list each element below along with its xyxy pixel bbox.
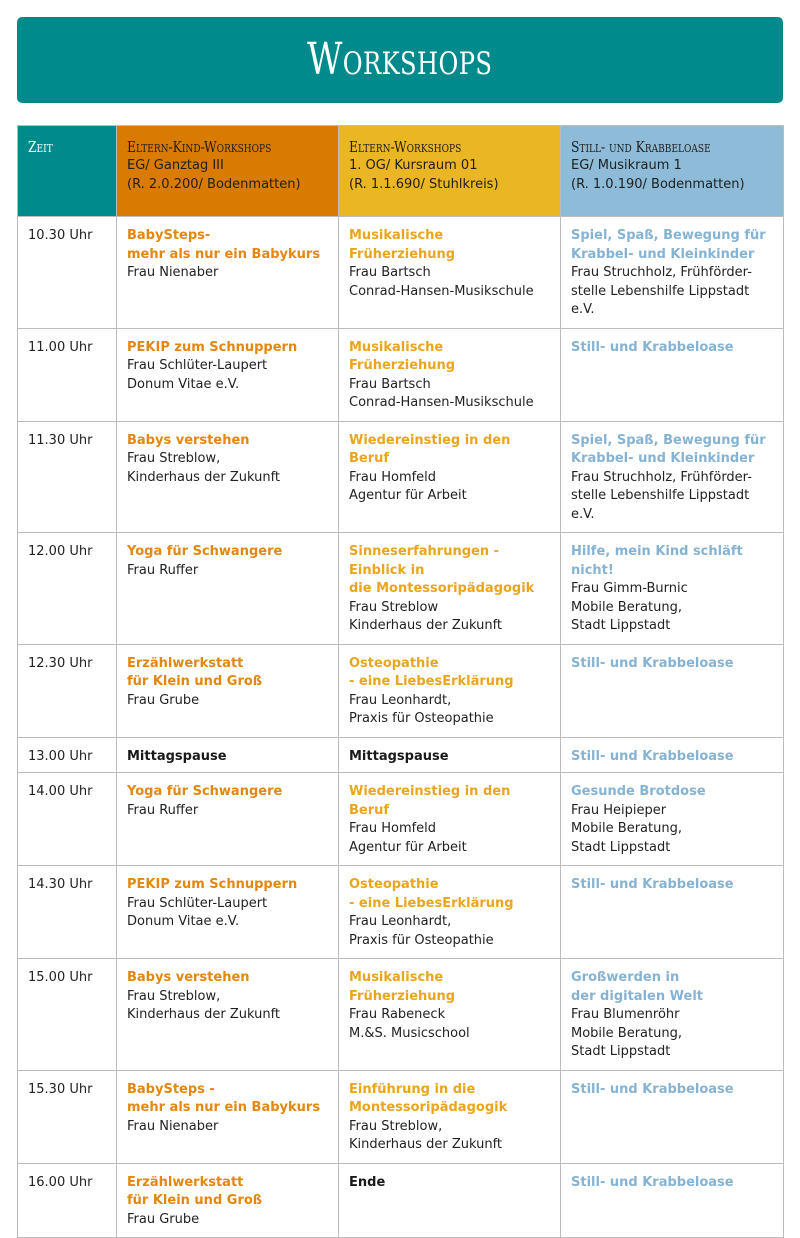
eltern-cell xyxy=(339,421,561,533)
workshop-title: Gesunde Brotdose xyxy=(571,784,706,799)
eltern-kind-cell xyxy=(117,533,339,645)
workshop-detail: Agentur für Arbeit xyxy=(349,488,467,503)
table-row xyxy=(18,1163,784,1238)
table-row xyxy=(18,866,784,959)
still-cell xyxy=(561,644,784,737)
still-cell xyxy=(561,959,784,1071)
workshop-detail: Frau Nienaber xyxy=(127,1118,219,1134)
eltern-cell xyxy=(339,773,561,866)
workshop-title: Spiel, Spaß, Bewegung für xyxy=(571,432,766,448)
workshop-detail: Frau Homfeld xyxy=(349,469,437,485)
still-cell xyxy=(561,328,784,421)
workshop-title: Babys verstehen xyxy=(127,970,250,985)
workshop-detail: Frau Grube xyxy=(127,1211,200,1227)
header-eltern-kind-location: EG/ Ganztag III xyxy=(127,158,224,173)
eltern-kind-cell xyxy=(117,737,339,773)
workshop-title: für Klein und Groß xyxy=(127,1193,263,1208)
workshop-detail: Frau Gimm-Burnic xyxy=(571,581,688,596)
workshop-title: der digitalen Welt xyxy=(571,988,703,1004)
eltern-kind-cell xyxy=(117,1163,339,1238)
workshop-title: Osteopathie xyxy=(349,877,439,892)
workshop-detail: Kinderhaus der Zukunft xyxy=(127,469,281,485)
workshop-detail: Praxis für Osteopathie xyxy=(349,711,494,726)
title-banner xyxy=(17,17,783,103)
header-eltern-kind-workshops xyxy=(117,126,339,217)
eltern-cell xyxy=(339,959,561,1071)
eltern-kind-cell xyxy=(117,866,339,959)
workshop-detail: Stadt Lippstadt xyxy=(571,839,671,855)
workshop-title: Krabbel- und Kleinkinder xyxy=(571,246,755,262)
workshop-detail: Frau Grube xyxy=(127,692,200,708)
workshop-title: - eine LiebesErklärung xyxy=(349,674,514,689)
header-still-room: (R. 1.0.190/ Bodenmatten) xyxy=(571,176,745,192)
still-cell xyxy=(561,421,784,533)
workshop-title: Musikalische Früherziehung xyxy=(349,228,456,262)
header-time xyxy=(18,126,117,217)
workshop-detail: Frau Struchholz, Frühförder- xyxy=(571,265,752,280)
workshop-detail: Donum Vitae e.V. xyxy=(127,914,240,929)
still-cell xyxy=(561,533,784,645)
workshop-detail: Mobile Beratung, xyxy=(571,599,682,615)
eltern-cell xyxy=(339,1163,561,1238)
table-row xyxy=(18,644,784,737)
workshop-detail: Frau Schlüter-Laupert xyxy=(127,895,268,911)
header-still-title: Still- und Krabbeloase xyxy=(571,138,711,156)
header-eltern-location: 1. OG/ Kursraum 01 xyxy=(349,158,478,173)
workshop-title: Mittagspause xyxy=(349,748,449,764)
eltern-cell xyxy=(339,737,561,773)
time-cell: 11.00 Uhr xyxy=(18,328,117,421)
workshop-detail: Praxis für Osteopathie xyxy=(349,932,494,948)
workshop-title: Mittagspause xyxy=(127,748,227,764)
workshop-schedule-table xyxy=(17,125,784,1238)
workshop-title: Spiel, Spaß, Bewegung für xyxy=(571,228,766,243)
workshop-detail: Frau Homfeld xyxy=(349,821,437,836)
workshop-title: Krabbel- und Kleinkinder xyxy=(571,451,755,466)
workshop-title: Erzählwerkstatt xyxy=(127,655,244,671)
workshop-detail: Frau Struchholz, Frühförder- xyxy=(571,469,752,485)
workshop-detail: Mobile Beratung, xyxy=(571,821,682,836)
workshop-title: Großwerden in xyxy=(571,970,680,985)
eltern-cell xyxy=(339,644,561,737)
workshop-detail: Agentur für Arbeit xyxy=(349,839,467,855)
table-row xyxy=(18,1070,784,1163)
workshop-title: PEKIP zum Schnuppern xyxy=(127,877,298,892)
workshop-detail: Frau Rabeneck xyxy=(349,1007,446,1022)
still-cell xyxy=(561,1163,784,1238)
workshop-title: BabySteps- xyxy=(127,228,211,243)
workshop-title: Sinneserfahrungen - Einblick in xyxy=(349,544,500,578)
workshop-title: Musikalische Früherziehung xyxy=(349,339,456,373)
workshop-detail: Frau Heipieper xyxy=(571,802,667,818)
workshop-detail: Frau Ruffer xyxy=(127,562,199,578)
workshop-title: Yoga für Schwangere xyxy=(127,784,283,799)
workshop-detail: Conrad-Hansen-Musikschule xyxy=(349,283,534,299)
workshop-detail: Frau Streblow, xyxy=(127,451,221,466)
time-cell: 10.30 Uhr xyxy=(18,217,117,329)
workshop-detail: Kinderhaus der Zukunft xyxy=(349,618,503,633)
workshop-detail: Frau Leonhardt, xyxy=(349,692,452,708)
table-row xyxy=(18,959,784,1071)
eltern-cell xyxy=(339,1070,561,1163)
eltern-kind-cell xyxy=(117,959,339,1071)
eltern-cell xyxy=(339,328,561,421)
workshop-title: Still- und Krabbeloase xyxy=(571,748,734,764)
time-cell: 14.30 Uhr xyxy=(18,866,117,959)
workshop-title: Still- und Krabbeloase xyxy=(571,1081,734,1097)
workshop-detail: Stadt Lippstadt xyxy=(571,618,671,633)
still-cell xyxy=(561,1070,784,1163)
workshop-title: Montessoripädagogik xyxy=(349,1100,508,1115)
still-cell xyxy=(561,217,784,329)
workshop-detail: Frau Bartsch xyxy=(349,265,431,280)
time-cell: 15.30 Uhr xyxy=(18,1070,117,1163)
workshop-title: Still- und Krabbeloase xyxy=(571,1174,734,1190)
schedule-body xyxy=(18,217,784,1238)
workshop-title: Yoga für Schwangere xyxy=(127,544,283,559)
workshop-detail: Conrad-Hansen-Musikschule xyxy=(349,395,534,410)
workshop-detail: Frau Leonhardt, xyxy=(349,914,452,929)
eltern-kind-cell xyxy=(117,644,339,737)
workshop-detail: Kinderhaus der Zukunft xyxy=(349,1137,503,1152)
eltern-cell xyxy=(339,217,561,329)
still-cell xyxy=(561,773,784,866)
workshop-detail: Frau Streblow xyxy=(349,599,439,615)
time-cell: 12.00 Uhr xyxy=(18,533,117,645)
workshop-title: Hilfe, mein Kind schläft nicht! xyxy=(571,544,743,578)
workshop-detail: Frau Bartsch xyxy=(349,376,431,392)
workshop-title: Wiedereinstieg in den Beruf xyxy=(349,432,511,466)
workshop-title: die Montessoripädagogik xyxy=(349,581,535,596)
workshop-detail: Kinderhaus der Zukunft xyxy=(127,1007,281,1022)
time-cell: 13.00 Uhr xyxy=(18,737,117,773)
header-time-title: Zeit xyxy=(28,138,53,156)
eltern-kind-cell xyxy=(117,421,339,533)
workshop-detail: Stadt Lippstadt xyxy=(571,1044,671,1059)
workshop-detail: stelle Lebenshilfe Lippstadt e.V. xyxy=(571,283,750,317)
workshop-title: Still- und Krabbeloase xyxy=(571,655,734,671)
workshop-title: Musikalische Früherziehung xyxy=(349,970,456,1004)
workshop-detail: Frau Streblow, xyxy=(127,988,221,1004)
still-cell xyxy=(561,737,784,773)
workshop-title: Still- und Krabbeloase xyxy=(571,339,734,355)
header-still-krabbeloase xyxy=(561,126,784,217)
workshop-detail: Frau Ruffer xyxy=(127,802,199,818)
time-cell: 15.00 Uhr xyxy=(18,959,117,1071)
workshop-title: für Klein und Groß xyxy=(127,674,263,689)
table-row xyxy=(18,737,784,773)
header-eltern-kind-title: Eltern-Kind-Workshops xyxy=(127,138,272,156)
table-row xyxy=(18,217,784,329)
eltern-kind-cell xyxy=(117,773,339,866)
workshop-detail: Donum Vitae e.V. xyxy=(127,376,240,392)
eltern-kind-cell xyxy=(117,217,339,329)
header-eltern-workshops xyxy=(339,126,561,217)
workshop-detail: Frau Blumenröhr xyxy=(571,1007,680,1022)
time-cell: 14.00 Uhr xyxy=(18,773,117,866)
eltern-kind-cell xyxy=(117,328,339,421)
workshop-title: Erzählwerkstatt xyxy=(127,1174,244,1190)
page-title: Workshops xyxy=(307,34,493,85)
workshop-title: mehr als nur ein Babykurs xyxy=(127,246,321,262)
workshop-title: Osteopathie xyxy=(349,655,439,671)
workshop-detail: stelle Lebenshilfe Lippstadt e.V. xyxy=(571,488,750,522)
workshop-title: Wiedereinstieg in den Beruf xyxy=(349,784,511,818)
workshop-title: Babys verstehen xyxy=(127,432,250,448)
table-row xyxy=(18,533,784,645)
time-cell: 16.00 Uhr xyxy=(18,1163,117,1238)
header-eltern-kind-room: (R. 2.0.200/ Bodenmatten) xyxy=(127,176,301,192)
workshop-detail: Frau Schlüter-Laupert xyxy=(127,358,268,373)
workshop-title: Einführung in die xyxy=(349,1081,476,1097)
header-eltern-title: Eltern-Workshops xyxy=(349,138,462,156)
table-row xyxy=(18,328,784,421)
header-row xyxy=(18,126,784,217)
table-row xyxy=(18,421,784,533)
workshop-detail: Frau Nienaber xyxy=(127,265,219,280)
eltern-kind-cell xyxy=(117,1070,339,1163)
still-cell xyxy=(561,866,784,959)
eltern-cell xyxy=(339,533,561,645)
time-cell: 12.30 Uhr xyxy=(18,644,117,737)
workshop-title: Still- und Krabbeloase xyxy=(571,877,734,892)
workshop-title: PEKIP zum Schnuppern xyxy=(127,339,298,355)
workshop-title: BabySteps - xyxy=(127,1081,215,1097)
table-row xyxy=(18,773,784,866)
header-still-location: EG/ Musikraum 1 xyxy=(571,158,682,173)
eltern-cell xyxy=(339,866,561,959)
header-eltern-room: (R. 1.1.690/ Stuhlkreis) xyxy=(349,176,499,192)
time-cell: 11.30 Uhr xyxy=(18,421,117,533)
workshop-title: - eine LiebesErklärung xyxy=(349,895,514,911)
workshop-title: Ende xyxy=(349,1174,386,1190)
workshop-detail: Mobile Beratung, xyxy=(571,1025,682,1041)
workshop-detail: Frau Streblow, xyxy=(349,1118,443,1134)
workshop-detail: M.&S. Musicschool xyxy=(349,1025,470,1041)
workshop-title: mehr als nur ein Babykurs xyxy=(127,1100,321,1115)
